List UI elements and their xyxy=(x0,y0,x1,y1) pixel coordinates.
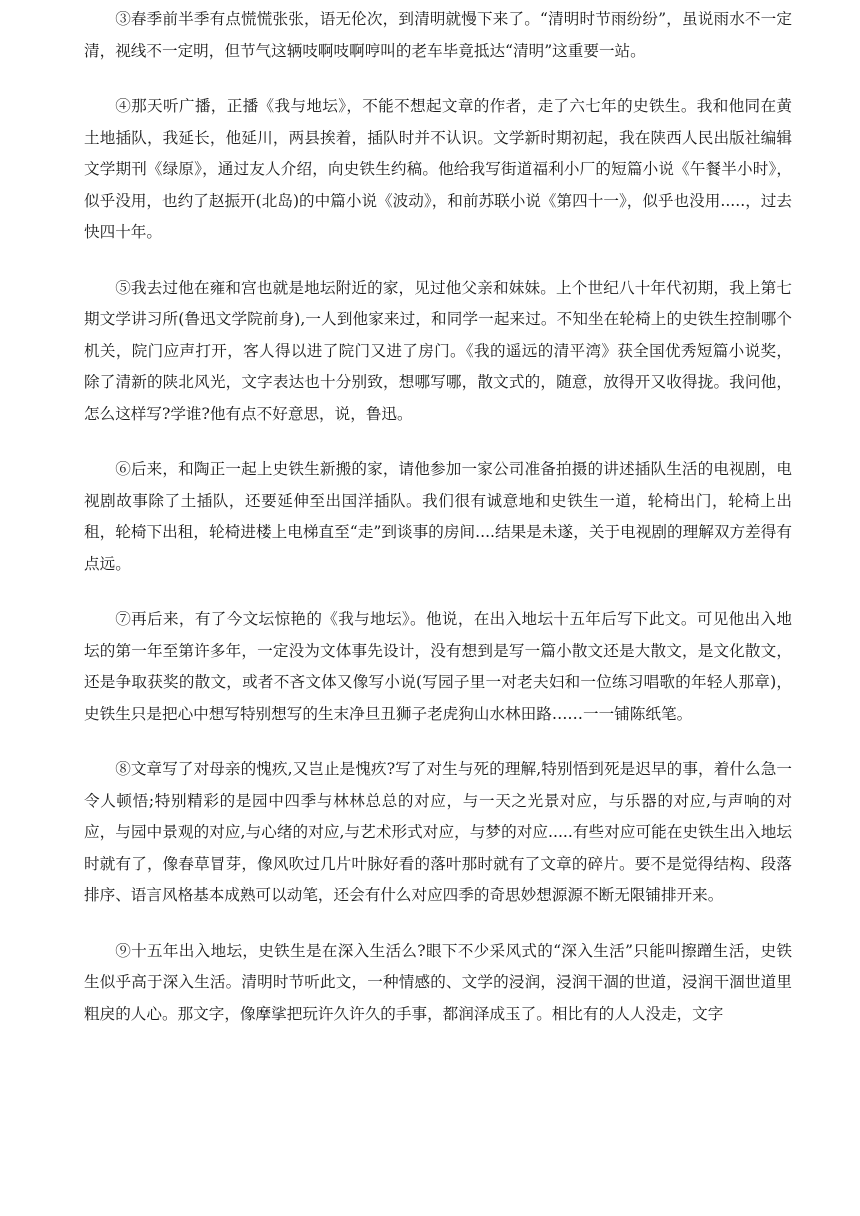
paragraph-3: ③春季前半季有点慌慌张张，语无伦次，到清明就慢下来了。“清明时节雨纷纷”，虽说雨水不一定清，视线不一定明，但节气这辆吱啊吱啊哼叫的老车毕竟抵达“清明”这重要一站。 xyxy=(84,10,792,60)
paragraph-5: ⑤我去过他在雍和宫也就是地坛附近的家，见过他父亲和妹妹。上个世纪八十年代初期，我上第七期文学讲习所(鲁迅文学院前身),一人到他家来过，和同学一起来过。不知坐在轮椅上的史铁生控制哪个机关，院门应声打开，客人得以进了院门又进了房门。《我的遥远的清平湾》获全国优秀短篇小说奖，除了清新的陕北风光，文字表达也十分别致，想哪写哪，散文式的，随意，放得开又收得拢。我问他，怎么这样写?学谁?他有点不好意思，说，鲁迅。 xyxy=(84,278,792,423)
paragraph-6: ⑥后来，和陶正一起上史铁生新搬的家，请他参加一家公司准备拍摄的讲述插队生活的电视剧，电视剧故事除了土插队，还要延伸至出国洋插队。我们很有诚意地和史铁生一道，轮椅出门，轮椅上出租，轮椅下出租，轮椅进楼上电梯直至“走”到谈事的房间....结果是未遂，关于电视剧的理解双方差得有点远。 xyxy=(84,460,792,573)
paragraph-4: ④那天听广播，正播《我与地坛》，不能不想起文章的作者，走了六七年的史铁生。我和他同在黄土地插队，我延长，他延川，两县挨着，插队时并不认识。文学新时期初起，我在陕西人民出版社编辑文学期刊《绿原》，通过友人介绍，向史铁生约稿。他给我写街道福利小厂的短篇小说《午餐半小时》，似乎没用，也约了赵振开(北岛)的中篇小说《波动》，和前苏联小说《第四十一》，似乎也没用.....，过去快四十年。 xyxy=(84,97,792,241)
paragraph-9: ⑨十五年出入地坛，史铁生是在深入生活么?眼下不少采风式的“深入生活”只能叫擦蹭生活，史铁生似乎高于深入生活。清明时节听此文，一种情感的、文学的浸润，浸润干涸的世道，浸润干涸世道里粗戾的人心。那文字，像摩挲把玩许久许久的手事，都润泽成玉了。相比有的人人没走，文字 xyxy=(84,941,792,1023)
paragraph-7: ⑦再后来，有了今文坛惊艳的《我与地坛》。他说，在出入地坛十五年后写下此文。可见他出入地坛的第一年至第许多年，一定没为文体事先设计，没有想到是写一篇小散文还是大散文，是文化散文，还是争取获奖的散文，或者不吝文体又像写小说(写园子里一对老夫妇和一位练习唱歌的年轻人那章)，史铁生只是把心中想写特别想写的生末净旦丑狮子老虎狗山水林田路……一一铺陈纸笔。 xyxy=(84,610,792,723)
paragraph-8: ⑧文章写了对母亲的愧疚,又岂止是愧疚?写了对生与死的理解,特别悟到死是迟早的事，着什么急一令人顿悟;特别精彩的是园中四季与林林总总的对应，与一天之光景对应，与乐器的对应,与声响的对应，与园中景观的对应,与心绪的对应,与艺术形式对应，与梦的对应.....有些对应可能在史铁生出入地坛时就有了，像春草冒芽，像风吹过几片叶脉好看的落叶那时就有了文章的碎片。要不是觉得结构、段落排序、语言风格基本成熟可以动笔，还会有什么对应四季的奇思妙想源源不断无限铺排开来。 xyxy=(84,760,792,904)
